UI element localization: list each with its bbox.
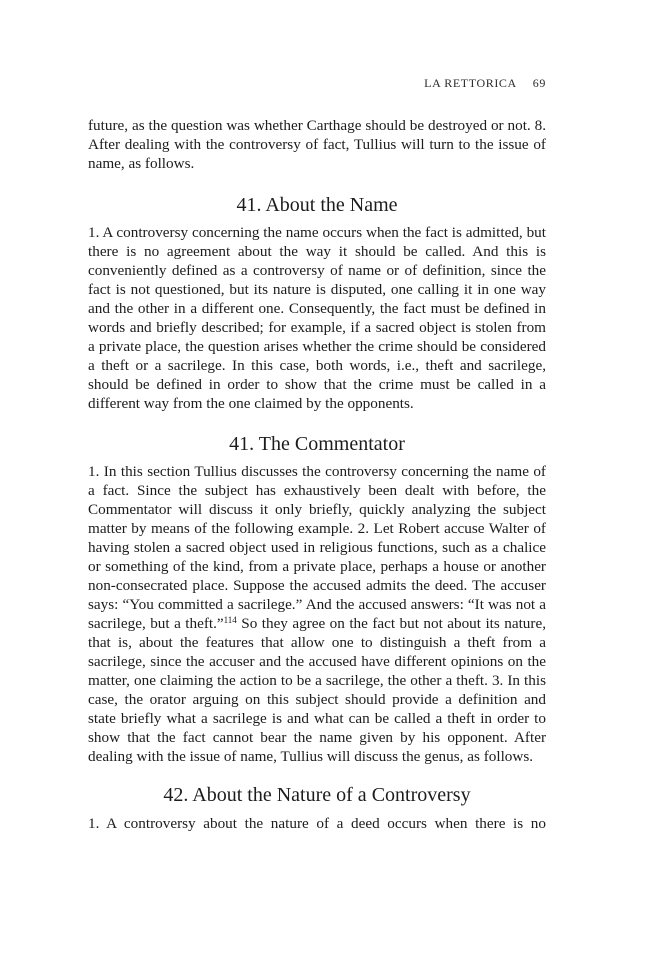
paragraph-about-the-name: 1. A controversy concerning the name occurs when the fact is admitted, but there is no agreement about the way it should be called. And this is conveniently defined as a controversy of name or of definition, since the fact is not questioned, but its nature is disputed, one calling it in one way and the other in a different one. Consequently, the fact must be defined in words and briefly described; for example, if a sacred object is stolen from a private place, the question arises whether the crime should be considered a theft or a sacrilege. In this case, both words, i.e., theft and sacrilege, should be defined in order to show that the crime must be called in a different way from the one claimed by the opponents.	[88, 224, 546, 412]
page-number: 69	[532, 76, 546, 90]
commentator-text-part-1: 1. In this section Tullius discusses the controversy concerning the name of a fact. Since the subject has exhaustively been dealt with before, the Commentator will discuss it only briefly, quickly analyzing the subject matter by means of the following example. 2. Let Robert accuse Walter of having stolen a sacred object used in religious functions, such as a chalice or something of the kind, from a private place, perhaps a house or another non-consecrated place. Suppose the accused admits the deed. The accuser says: “You committed a sacrilege.” And the accused answers: “It was not a sacrilege, but a theft.”	[88, 463, 546, 632]
running-title: LA RETTORICA	[424, 76, 517, 90]
paragraph-the-commentator	[88, 462, 546, 766]
running-header	[424, 76, 546, 91]
section-heading-about-the-name: 41. About the Name	[236, 194, 398, 216]
commentator-text-part-2: So they agree on the fact but not about its nature, that is, about the features that allow one to distinguish a theft from a sacrilege, since the accuser and the accused have different opinions on the matter, one claiming the action to be a sacrilege, the other a theft. 3. In this case, the orator arguing on this subject should provide a definition and state briefly what a sacrilege is and what can be called a theft in order to show that the fact cannot bear the name given by his opponent. After dealing with the issue of name, Tullius will discuss the genus, as follows.	[88, 615, 546, 765]
section-heading-nature-of-controversy: 42. About the Nature of a Controversy	[163, 784, 471, 806]
page-body	[88, 116, 546, 833]
footnote-reference[interactable]: 114	[223, 615, 237, 625]
paragraph-nature-of-controversy: 1. A controversy about the nature of a deed occurs when there is no	[88, 815, 546, 832]
continued-paragraph: future, as the question was whether Carthage should be destroyed or not. 8. After dealing with the controversy of fact, Tullius will turn to the issue of name, as follows.	[88, 117, 546, 172]
section-heading-the-commentator: 41. The Commentator	[229, 433, 405, 455]
